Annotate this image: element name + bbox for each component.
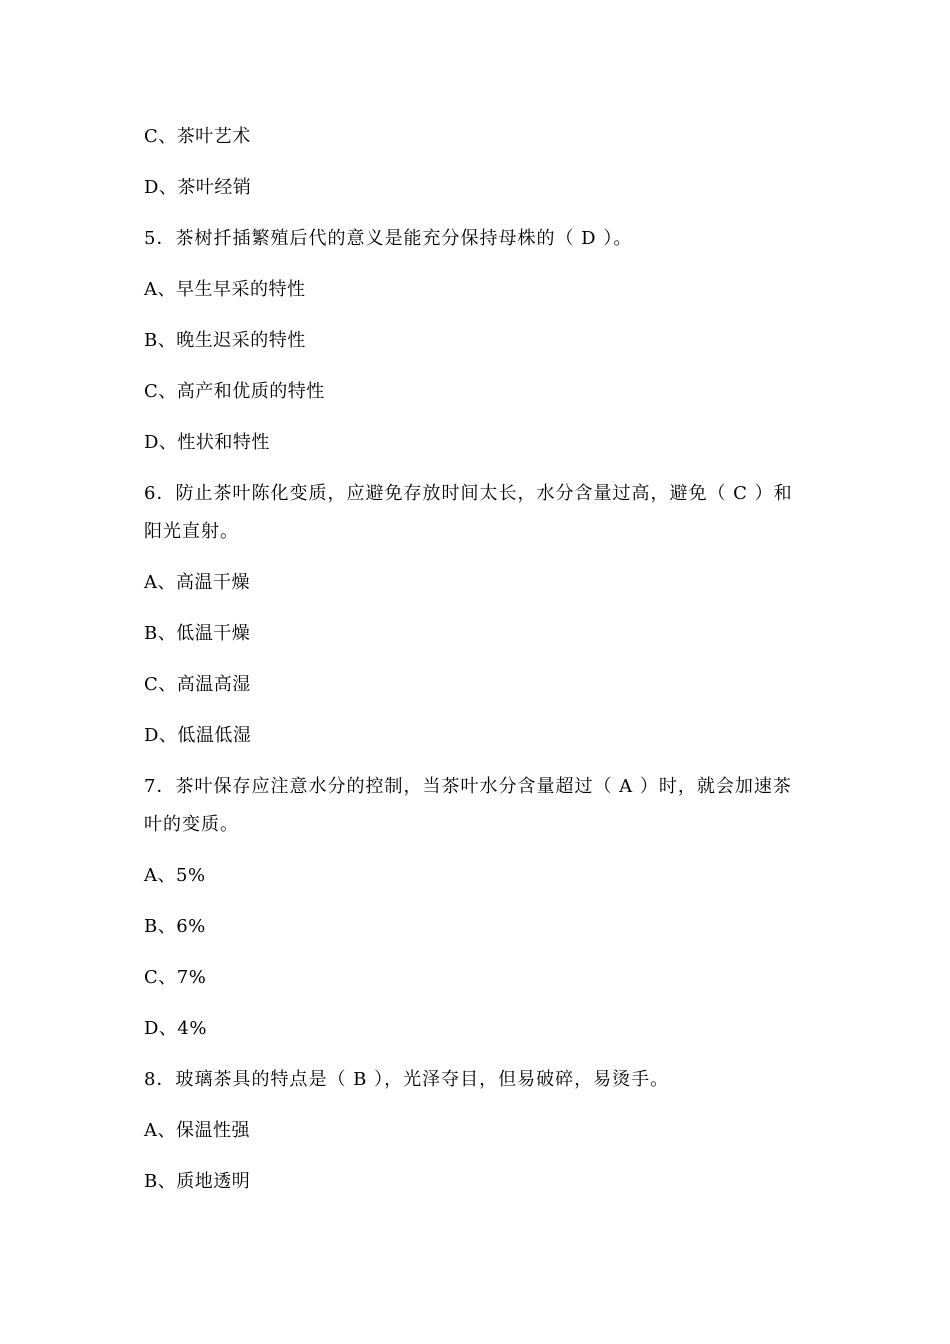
option-a-q8: A、保温性强 xyxy=(144,1120,250,1141)
question-6-line-2: 阳光直射。 xyxy=(144,521,239,542)
option-d-q7: D、4% xyxy=(144,1018,207,1039)
question-7-line-2: 叶的变质。 xyxy=(144,814,239,835)
option-c-q6: C、高温高湿 xyxy=(144,674,251,695)
option-a-q6: A、高温干燥 xyxy=(144,572,250,593)
option-d-q6: D、低温低湿 xyxy=(144,725,252,746)
option-a-q5: A、早生早采的特性 xyxy=(144,279,306,300)
question-5: 5．茶树扦插繁殖后代的意义是能充分保持母株的（ D ）。 xyxy=(144,228,633,249)
option-d-q4: D、茶叶经销 xyxy=(144,177,252,198)
question-6-line-1: 6．防止茶叶陈化变质，应避免存放时间太长，水分含量过高，避免（ C ）和 xyxy=(144,483,793,504)
option-a-q7: A、5% xyxy=(144,865,206,886)
option-d-q5: D、性状和特性 xyxy=(144,432,270,453)
option-b-q7: B、6% xyxy=(144,916,206,937)
option-c-q7: C、7% xyxy=(144,967,207,988)
option-b-q6: B、低温干燥 xyxy=(144,623,251,644)
option-c-q5: C、高产和优质的特性 xyxy=(144,381,325,402)
option-b-q5: B、晚生迟采的特性 xyxy=(144,330,306,351)
question-8: 8．玻璃茶具的特点是（ B ），光泽夺目，但易破碎，易烫手。 xyxy=(144,1069,670,1090)
option-c-q4: C、茶叶艺术 xyxy=(144,126,251,147)
option-b-q8: B、质地透明 xyxy=(144,1171,251,1192)
question-7-line-1: 7．茶叶保存应注意水分的控制，当茶叶水分含量超过（ A ）时，就会加速茶 xyxy=(144,776,792,797)
